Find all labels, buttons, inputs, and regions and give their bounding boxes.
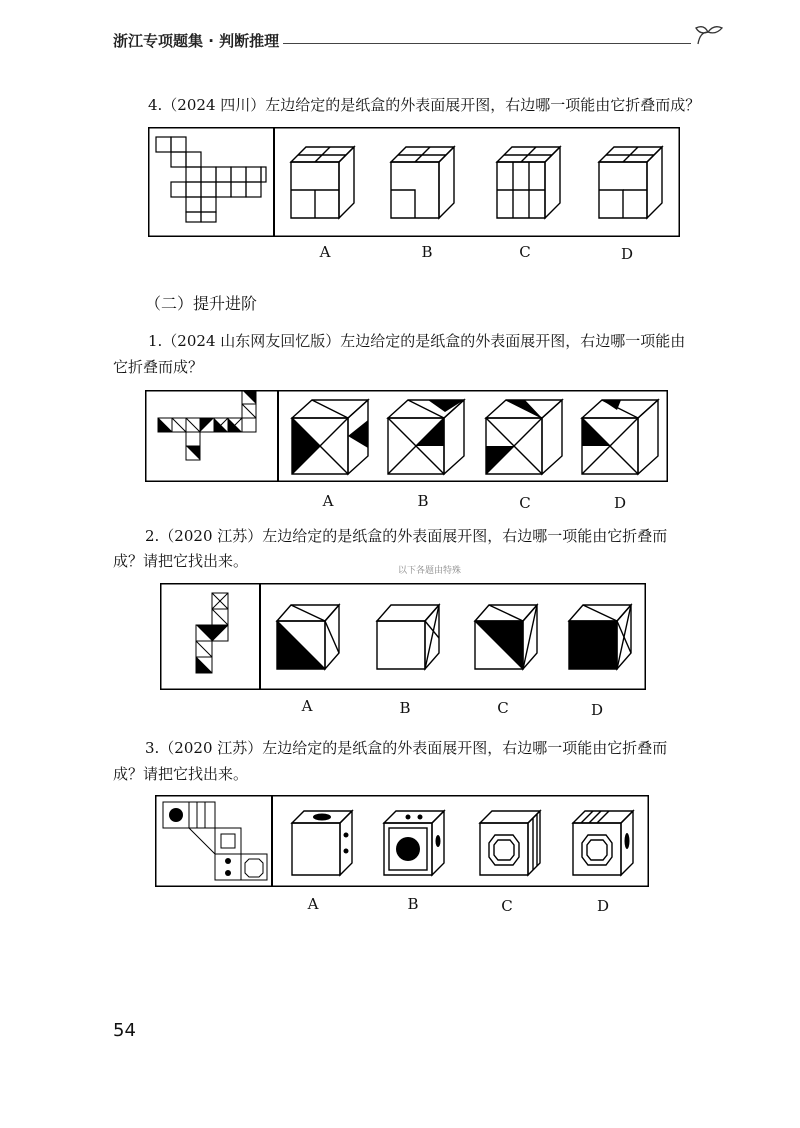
q4-cube-d — [599, 147, 662, 218]
p3-cube-a — [292, 811, 352, 875]
problem-3-line-2: 成？请把它找出来。 — [113, 765, 249, 783]
problem-2-figure — [160, 583, 646, 690]
running-header: 浙江专项题集 · 判断推理 — [113, 32, 280, 50]
question-4-text: 4.（2024 四川）左边给定的是纸盒的外表面展开图，右边哪一项能由它折叠而成？ — [148, 96, 701, 114]
p1-cube-c — [486, 400, 562, 474]
p3-option-b[interactable]: B — [407, 895, 419, 913]
p1-option-d[interactable]: D — [613, 494, 627, 512]
p2-option-c[interactable]: C — [497, 699, 509, 717]
problem-2-line-2: 成？请把它找出来。 — [113, 552, 249, 570]
q4-option-b[interactable]: B — [421, 243, 433, 261]
p3-cube-d — [573, 811, 633, 875]
p1-option-b[interactable]: B — [417, 492, 429, 510]
problem-1-line-2: 它折叠而成？ — [113, 358, 204, 376]
question-4-figure — [148, 127, 680, 237]
page-number: 54 — [113, 1020, 136, 1041]
p2-cube-b — [377, 605, 439, 669]
p3-option-d[interactable]: D — [596, 897, 610, 915]
p1-option-a[interactable]: A — [322, 492, 334, 510]
p2-option-a[interactable]: A — [301, 697, 313, 715]
header-rule — [283, 43, 691, 44]
p1-option-c[interactable]: C — [519, 494, 531, 512]
p3-option-c[interactable]: C — [501, 897, 513, 915]
handwritten-note: 以下各题由特殊 — [398, 566, 462, 576]
problem-2-line-1: 2.（2020 江苏）左边给定的是纸盒的外表面展开图，右边哪一项能由它折叠而 — [145, 527, 668, 545]
problem-1-line-1: 1.（2024 山东网友回忆版）左边给定的是纸盒的外表面展开图，右边哪一项能由 — [148, 332, 686, 350]
q4-net — [156, 137, 266, 222]
p3-option-a[interactable]: A — [307, 895, 319, 913]
p2-option-d[interactable]: D — [590, 701, 604, 719]
q4-cube-a — [291, 147, 354, 218]
problem-3-figure — [155, 795, 649, 887]
p3-cube-c — [480, 811, 540, 875]
problem-3-line-1: 3.（2020 江苏）左边给定的是纸盒的外表面展开图，右边哪一项能由它折叠而 — [145, 739, 668, 757]
section-heading: （二）提升进阶 — [145, 294, 258, 313]
q4-option-a[interactable]: A — [319, 243, 331, 261]
q4-option-d[interactable]: D — [620, 245, 634, 263]
q4-cube-c — [497, 147, 560, 218]
problem-1-figure — [145, 390, 668, 482]
p2-option-b[interactable]: B — [399, 699, 411, 717]
sprout-icon — [690, 22, 726, 50]
q4-option-c[interactable]: C — [519, 243, 531, 261]
q4-cube-b — [391, 147, 454, 218]
